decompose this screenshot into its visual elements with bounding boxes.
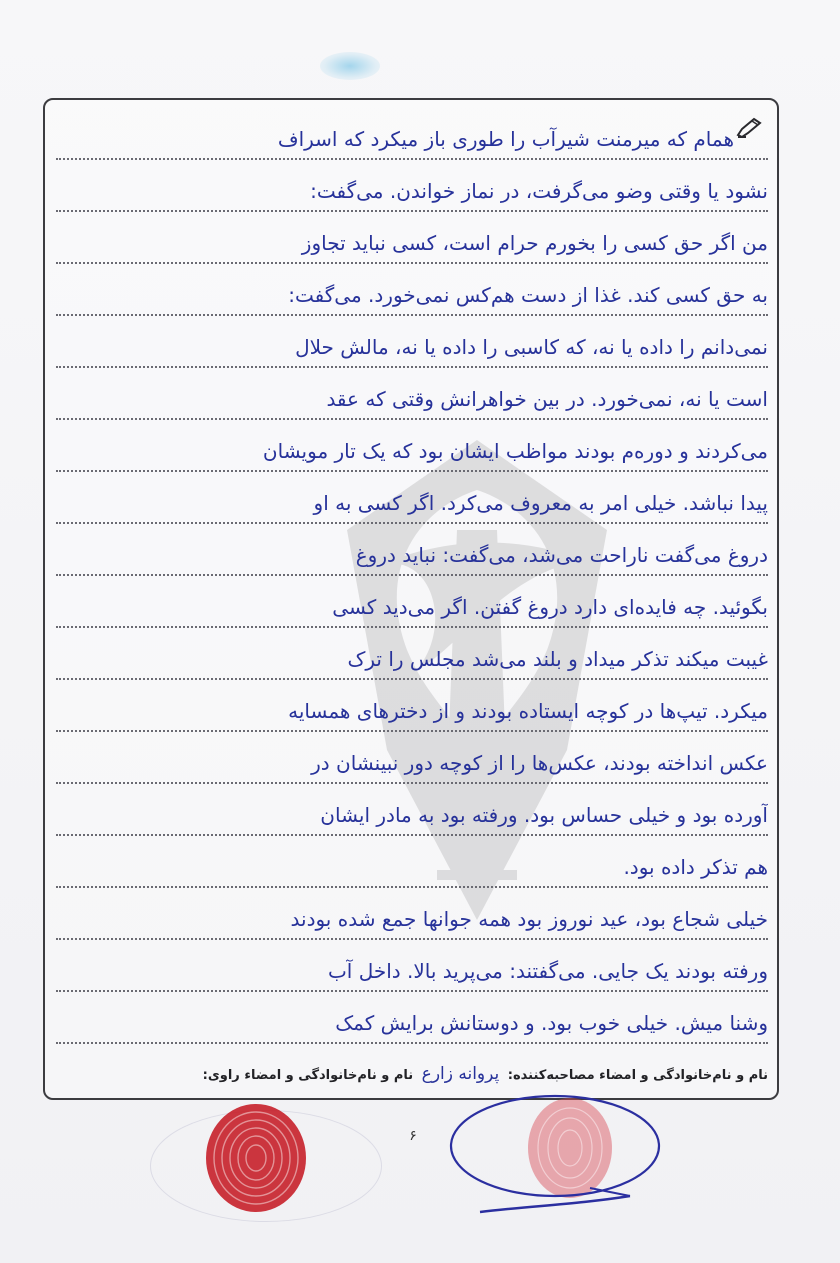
ink-smudge (320, 52, 380, 80)
text-line (56, 328, 768, 376)
fingerprint-right-with-signature-icon (440, 1088, 670, 1228)
text-line (56, 900, 768, 948)
line-text: عکس انداخته بودند، عکس‌ها را از کوچه دور نبینشان در (311, 751, 768, 775)
line-text: نمی‌دانم را داده یا نه، که کاسبی را داده یا نه، مالش حلال (295, 335, 768, 359)
dotted-rule (56, 886, 768, 888)
dotted-rule (56, 782, 768, 784)
text-line (56, 380, 768, 428)
dotted-rule (56, 210, 768, 212)
dotted-rule (56, 834, 768, 836)
line-text: خیلی شجاع بود، عید نوروز بود همه جوانها جمع شده بودند (290, 907, 768, 931)
text-line (56, 276, 768, 324)
dotted-rule (56, 574, 768, 576)
line-text: می‌کردند و دوره‌م بودند مواظب ایشان بود که یک تار مویشان (262, 439, 768, 463)
page-number: ۶ (409, 1128, 417, 1144)
text-line (56, 432, 768, 480)
line-text: به حق کسی کند. غذا از دست هم‌کس نمی‌خورد. می‌گفت: (288, 283, 768, 307)
line-text: همام که میرمنت شیرآب را طوری باز میکرد که اسراف (277, 127, 734, 151)
text-line (56, 1004, 768, 1052)
line-text: دروغ می‌گفت ناراحت می‌شد، می‌گفت: نباید دروغ (355, 543, 768, 567)
text-line (56, 640, 768, 688)
dotted-rule (56, 158, 768, 160)
line-text: نشود یا وقتی وضو می‌گرفت، در نماز خواندن. می‌گفت: (310, 179, 768, 203)
line-text: میکرد. تیپ‌ها در کوچه ایستاده بودند و از دخترهای همسایه (288, 699, 768, 723)
dotted-rule (56, 1042, 768, 1044)
text-line (56, 224, 768, 272)
dotted-rule (56, 470, 768, 472)
line-text: وشنا میش. خیلی خوب بود. و دوستانش برایش کمک (335, 1011, 768, 1035)
dotted-rule (56, 990, 768, 992)
line-text: پیدا نباشد. خیلی امر به معروف می‌کرد. اگر کسی به او (313, 491, 768, 515)
text-line (56, 536, 768, 584)
dotted-rule (56, 366, 768, 368)
fingerprint-left-icon (196, 1098, 316, 1216)
dotted-rule (56, 314, 768, 316)
text-line (56, 692, 768, 740)
interviewer-label: نام و نام‌خانوادگی و امضاء مصاحبه‌کننده: (507, 1068, 768, 1083)
text-line (56, 796, 768, 844)
interviewer-name: پروانه زارع (421, 1064, 500, 1084)
line-text: آورده بود و خیلی حساس بود. ورفته بود به مادر ایشان (320, 803, 768, 827)
text-line (56, 120, 768, 168)
dotted-rule (56, 262, 768, 264)
narrator-label: نام و نام‌خانوادگی و امضاء راوی: (202, 1068, 414, 1083)
handwritten-text-block (56, 110, 768, 1050)
text-line (56, 484, 768, 532)
line-text: بگوئید. چه فایده‌ای دارد دروغ گفتن. اگر می‌دید کسی (332, 595, 768, 619)
dotted-rule (56, 626, 768, 628)
dotted-rule (56, 730, 768, 732)
dotted-rule (56, 938, 768, 940)
line-text: ورفته بودند یک جایی. می‌گفتند: می‌پرید بالا. داخل آب (327, 959, 768, 983)
text-line (56, 952, 768, 1000)
line-text: من اگر حق کسی را بخورم حرام است، کسی نباید تجاوز (301, 231, 768, 255)
dotted-rule (56, 678, 768, 680)
text-line (56, 588, 768, 636)
dotted-rule (56, 418, 768, 420)
line-text: غیبت میکند تذکر میداد و بلند می‌شد مجلس را ترک (347, 647, 768, 671)
text-line (56, 848, 768, 896)
dotted-rule (56, 522, 768, 524)
text-line (56, 744, 768, 792)
line-text: است یا نه، نمی‌خورد. در بین خواهرانش وقتی که عقد (326, 387, 768, 411)
line-text: هم تذکر داده بود. (623, 855, 768, 879)
text-line (56, 172, 768, 220)
